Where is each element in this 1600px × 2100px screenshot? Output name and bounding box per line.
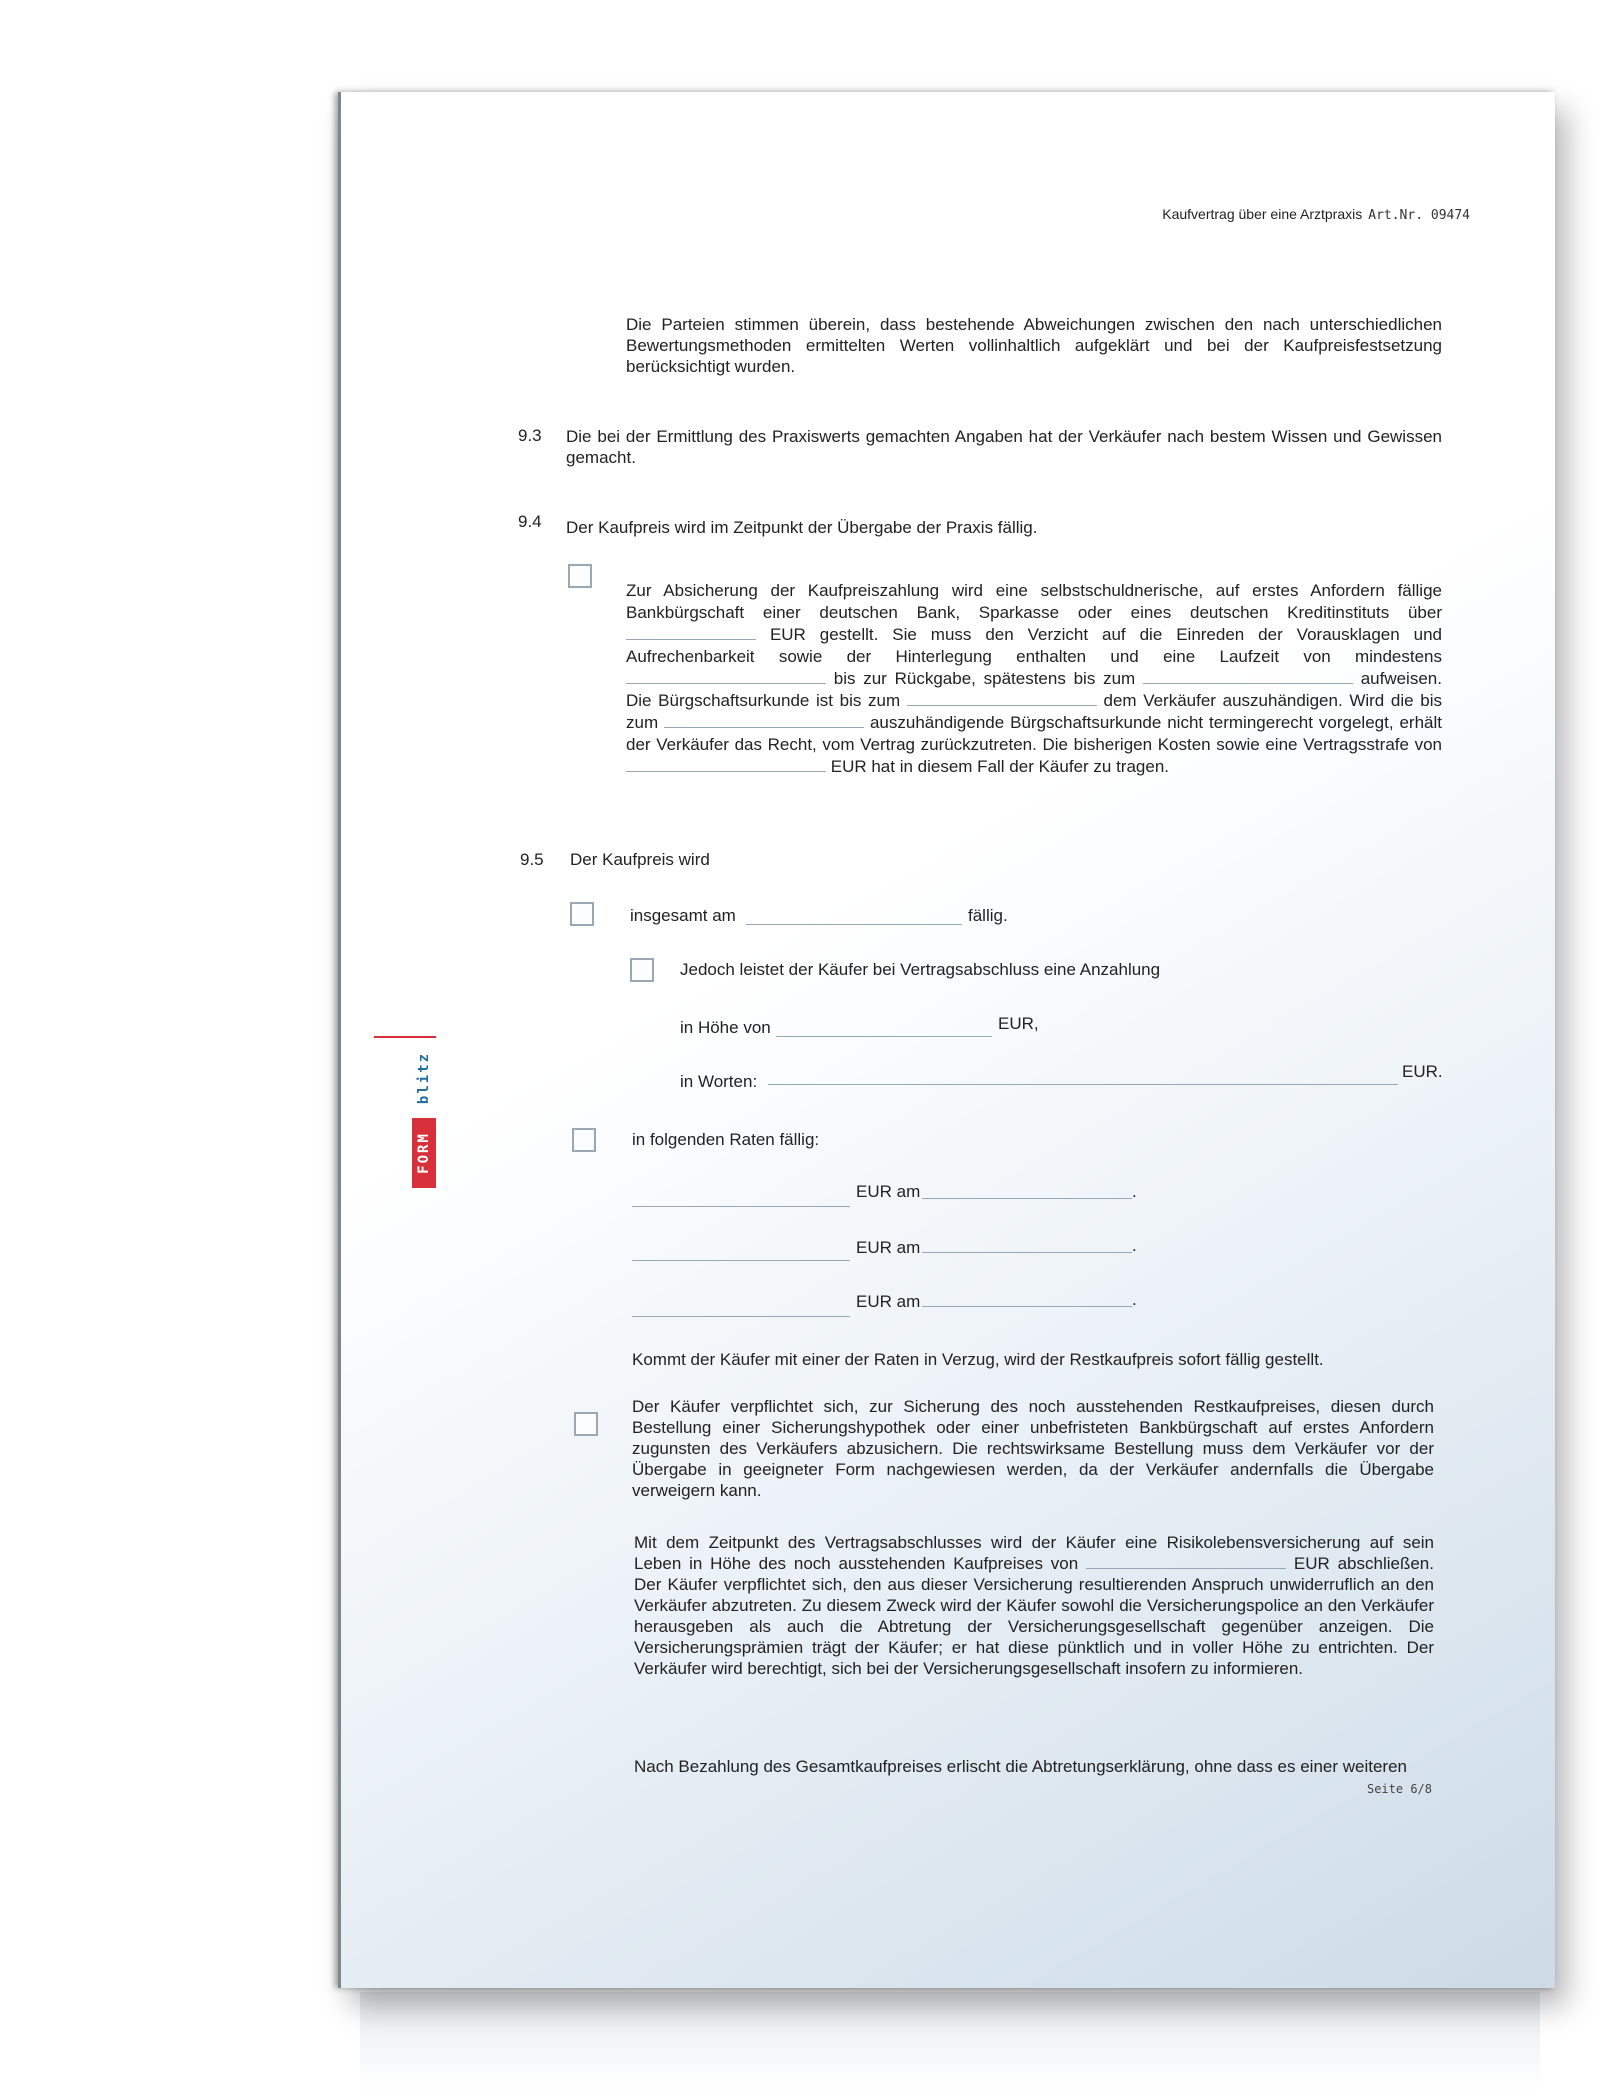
default-clause: Kommt der Käufer mit einer der Raten in Verzug, wird der Restkaufpreis sofort fällig gestellt.	[632, 1350, 1324, 1369]
deposit-label: Jedoch leistet der Käufer bei Vertragsabschluss eine Anzahlung	[680, 960, 1161, 979]
amount-in-words-field[interactable]	[768, 1084, 1398, 1085]
rate-2-amount-field[interactable]	[632, 1260, 850, 1261]
rate-1-amount-field[interactable]	[632, 1206, 850, 1207]
checkbox-bank-guarantee[interactable]	[568, 564, 592, 588]
rate-3-amount-field[interactable]	[632, 1316, 850, 1317]
document-title: Kaufvertrag über eine Arztpraxis	[1162, 206, 1363, 222]
section-number-9-5: 9.5	[520, 850, 544, 869]
guarantee-latest-date-field[interactable]	[1143, 669, 1353, 684]
insurance-amount-field[interactable]	[1086, 1554, 1286, 1569]
section-number-9-3: 9.3	[518, 426, 542, 445]
contract-penalty-field[interactable]	[626, 757, 826, 772]
checkbox-deposit[interactable]	[630, 958, 654, 982]
guarantee-term-field[interactable]	[626, 669, 826, 684]
rate-1-end: .	[1132, 1182, 1137, 1201]
section-9-3-text: Die bei der Ermittlung des Praxiswerts gemachten Angaben hat der Verkäufer nach bestem Wissen und Gewissen gemacht.	[566, 427, 1442, 467]
insurance-clause: Mit dem Zeitpunkt des Vertragsabschlusses wird der Käufer eine Risikolebensversicherung auf sein Leben in Höhe des noch ausstehenden Kaufpreises von EUR abschließen. Der Käufer verpflichtet sich, den aus dieser Versicherung resultierenden Anspruch unwiderruflich an den Verkäufer abzutreten. Zu diesem Zweck wird der Käufer sowohl die Versicherungspolice an den Verkäufer herausgeben als auch die Abtretung der Versicherungsgesellschaft gegenüber anzeigen. Die Versicherungsprämien trägt der Käufer; er hat diese pünktlich und in voller Höhe zu entrichten. Der Verkäufer wird berechtigt, sich bei der Versicherungsgesellschaft insofern zu informieren.	[634, 1533, 1434, 1678]
checkbox-installments[interactable]	[572, 1128, 596, 1152]
logo-blitz-part: blitz	[412, 1038, 436, 1118]
deposit-amount-field[interactable]	[776, 1036, 992, 1037]
security-clause: Der Käufer verpflichtet sich, zur Sicherung des noch ausstehenden Restkaufpreises, diesen durch Bestellung einer Sicherungshypothek oder einer unbefristeten Bankbürgschaft auf erstes Anfordern zugunsten des Verkäufers abzusichern. Die rechtswirksame Bestellung muss dem Verkäufer vor der Übergabe in geeigneter Form nachgewiesen werden, da der Verkäufer andernfalls die Übergabe verweigern kann.	[632, 1397, 1434, 1500]
guarantee-amount-field[interactable]	[626, 625, 756, 640]
rate-3-date-field[interactable]	[922, 1306, 1132, 1307]
rate-2-date-field[interactable]	[922, 1252, 1132, 1253]
page-reflection	[360, 1992, 1540, 2092]
section-9-4-text: Der Kaufpreis wird im Zeitpunkt der Übergabe der Praxis fällig.	[566, 518, 1038, 537]
amount-in-words-label: in Worten:	[680, 1072, 758, 1091]
checkbox-security[interactable]	[574, 1412, 598, 1436]
rate-3-label: EUR am	[856, 1292, 921, 1311]
page-header	[1162, 206, 1470, 223]
final-clause: Nach Bezahlung des Gesamtkaufpreises erlischt die Abtretungserklärung, ohne dass es einer weiteren	[634, 1757, 1407, 1776]
section-number-9-4: 9.4	[518, 512, 542, 531]
rate-2-label: EUR am	[856, 1238, 921, 1257]
rate-1-date-field[interactable]	[922, 1198, 1132, 1199]
amount-in-words-unit: EUR.	[1402, 1062, 1443, 1081]
guarantee-deadline-field[interactable]	[664, 713, 864, 728]
deposit-amount-unit: EUR,	[998, 1014, 1039, 1033]
rate-1-label: EUR am	[856, 1182, 921, 1201]
guarantee-delivery-date-field[interactable]	[907, 691, 1097, 706]
rate-3-end: .	[1132, 1290, 1137, 1309]
formblitz-logo	[408, 1036, 436, 1188]
total-payment-label: insgesamt am	[630, 906, 736, 925]
deposit-amount-label: in Höhe von	[680, 1018, 771, 1037]
total-payment-suffix: fällig.	[968, 906, 1008, 925]
bank-guarantee-clause: Zur Absicherung der Kaufpreiszahlung wird eine selbstschuldnerische, auf erstes Anfordern fällige Bankbürgschaft einer deutschen Bank, Sparkasse oder eines deutschen Kreditinstituts über EUR gestellt. Sie muss den Verzicht auf die Einreden der Vorausklagen und Aufrechenbarkeit sowie der Hinterlegung enthalten und eine Laufzeit von mindestens bis zur Rückgabe, spätestens bis zum aufweisen. Die Bürgschaftsurkunde ist bis zum dem Verkäufer auszuhändigen. Wird die bis zum auszuhändigende Bürgschaftsurkunde nicht termingerecht vorgelegt, erhält der Verkäufer das Recht, vom Vertrag zurückzutreten. Die bisherigen Kosten sowie eine Vertragsstrafe von EUR hat in diesem Fall der Käufer zu tragen.	[626, 581, 1442, 776]
intro-paragraph: Die Parteien stimmen überein, dass bestehende Abweichungen zwischen den nach unterschiedlichen Bewertungsmethoden ermittelten Werten vollinhaltlich aufgeklärt und bei der Kaufpreisfestsetzung berücksichtigt wurden.	[626, 315, 1442, 376]
rate-2-end: .	[1132, 1236, 1137, 1255]
article-number: Art.Nr. 09474	[1368, 208, 1470, 223]
section-9-5-text: Der Kaufpreis wird	[570, 850, 710, 869]
total-payment-date-field[interactable]	[746, 924, 962, 925]
installments-label: in folgenden Raten fällig:	[632, 1130, 820, 1149]
checkbox-total-payment[interactable]	[570, 902, 594, 926]
logo-form-part: FORM	[412, 1118, 436, 1188]
page-number: Seite 6/8	[1366, 1782, 1432, 1796]
